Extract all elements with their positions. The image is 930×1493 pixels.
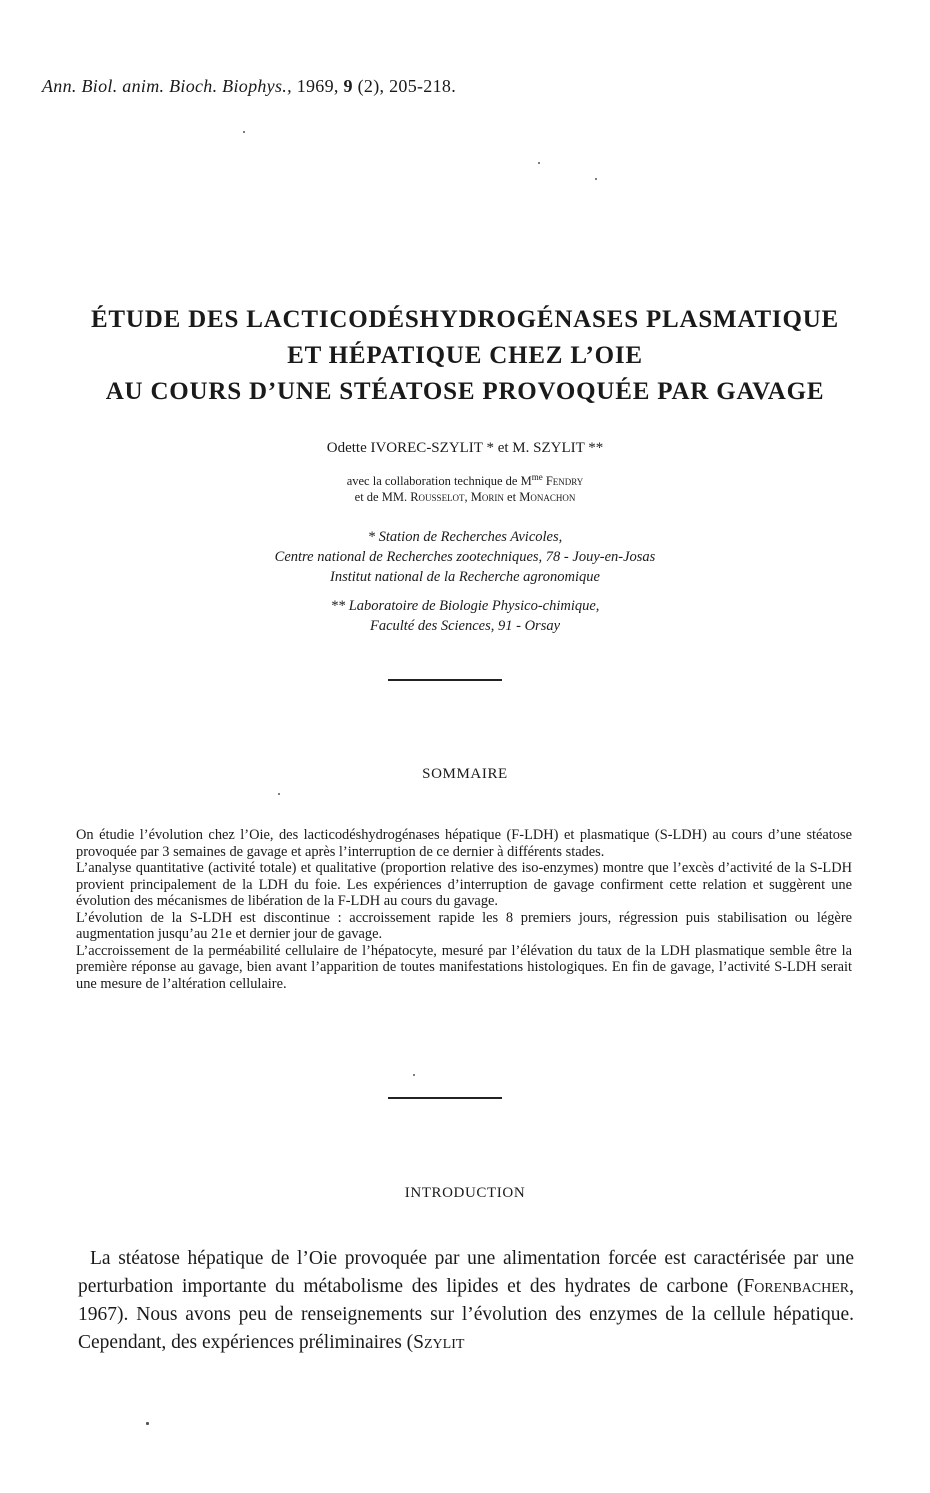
intro-text-part: La stéatose hépatique de l’Oie provoquée par une alimentation forcée est caractérisée par une perturbation importante du métabolisme des lipides et des hydrates de carbone ( bbox=[78, 1248, 854, 1297]
affiliation-2-line-2: Faculté des Sciences, 91 - Orsay bbox=[369, 618, 561, 634]
scan-speck bbox=[538, 162, 540, 164]
title-line-1: ÉTUDE DES LACTICODÉSHYDROGÉNASES PLASMATIQUE bbox=[90, 306, 840, 333]
affiliation-2-line-1: ** Laboratoire de Biologie Physico-chimique, bbox=[330, 598, 600, 614]
sommaire-paragraph: L’évolution de la S-LDH est discontinue : accroissement rapide les 8 premiers jours, régression puis stabilisation ou légère augmentation jusqu’au 21e et dernier jour de gavage. bbox=[76, 909, 852, 942]
title-line-3: AU COURS D’UNE STÉATOSE PROVOQUÉE PAR GAVAGE bbox=[105, 378, 825, 405]
introduction-heading: INTRODUCTION bbox=[404, 1185, 526, 1201]
collab-title-sup: me bbox=[531, 472, 543, 482]
author-line: Odette IVOREC-SZYLIT * et M. SZYLIT ** bbox=[326, 440, 604, 456]
scan-speck bbox=[146, 1422, 149, 1425]
citation-author: Forenbacher bbox=[743, 1276, 850, 1297]
sommaire-heading: SOMMAIRE bbox=[422, 766, 508, 782]
scan-speck bbox=[595, 178, 597, 180]
scan-speck bbox=[413, 1074, 415, 1076]
sommaire-paragraph: On étudie l’évolution chez l’Oie, des lacticodéshydrogénases hépatique (F-LDH) et plasmatique (S-LDH) au cours d’une stéatose provoquée par 3 semaines de gavage et après l’interruption de ce dernier à différents stades. bbox=[76, 827, 852, 860]
collab2-prefix: et de MM. bbox=[354, 490, 408, 505]
sommaire-paragraph: L’accroissement de la perméabilité cellulaire de l’hépatocyte, mesuré par l’élévation du taux de la LDH plasmatique semble être la première réponse au gavage, bien avant l’apparition de toutes manifestations histologiques. En fin de gavage, l’activité S-LDH serait une mesure de l’altération cellulaire. bbox=[76, 942, 852, 992]
collab2-and: et bbox=[507, 490, 517, 505]
scan-speck bbox=[278, 793, 280, 795]
separator-rule bbox=[388, 1097, 502, 1099]
collab2-last-name: Monachon bbox=[519, 490, 576, 505]
collab-name: Fendry bbox=[545, 474, 584, 489]
journal-issue-pages: (2), 205-218. bbox=[357, 76, 457, 96]
technical-collaboration bbox=[0, 469, 930, 505]
intro-text-part: , 1967). Nous avons peu de renseignements sur l’évolution des enzymes de la cellule hépatique. Cependant, des expériences préliminaires ( bbox=[78, 1276, 854, 1353]
introduction-text bbox=[78, 1245, 854, 1357]
affiliation-1-line-3: Institut national de la Recherche agronomique bbox=[330, 569, 600, 585]
affiliation-1-line-1: * Station de Recherches Avicoles, bbox=[367, 529, 563, 545]
affiliation-1 bbox=[0, 527, 930, 587]
journal-reference bbox=[42, 76, 456, 97]
collab-prefix: avec la collaboration technique de M bbox=[346, 474, 532, 489]
collab-line-2 bbox=[0, 489, 930, 505]
title-line-2: ET HÉPATIQUE CHEZ L’OIE bbox=[287, 342, 643, 369]
collab2-names: Rousselot, Morin bbox=[410, 490, 504, 505]
journal-volume: 9 bbox=[343, 76, 353, 96]
collab-line-1 bbox=[0, 469, 930, 489]
sommaire-paragraph: L’analyse quantitative (activité totale) et qualitative (proportion relative des iso-enzymes) montre que l’excès d’activité de la S-LDH provient principalement de la LDH du foie. Les expériences d’interruption de gavage confirment cette relation et suggèrent une évolution des mécanismes de libération de la F-LDH au cours du gavage. bbox=[76, 860, 852, 909]
article-title bbox=[20, 302, 910, 410]
journal-year: 1969, bbox=[296, 76, 339, 96]
affiliation-1-line-2: Centre national de Recherches zootechniques, 78 - Jouy-en-Josas bbox=[274, 549, 656, 565]
sommaire-text bbox=[76, 827, 852, 992]
affiliation-2 bbox=[0, 596, 930, 636]
separator-rule bbox=[388, 679, 502, 681]
citation-author: Szylit bbox=[413, 1332, 465, 1353]
journal-name: Ann. Biol. anim. Bioch. Biophys., bbox=[42, 76, 292, 96]
scan-speck bbox=[243, 131, 245, 133]
introduction-paragraph bbox=[78, 1245, 854, 1357]
